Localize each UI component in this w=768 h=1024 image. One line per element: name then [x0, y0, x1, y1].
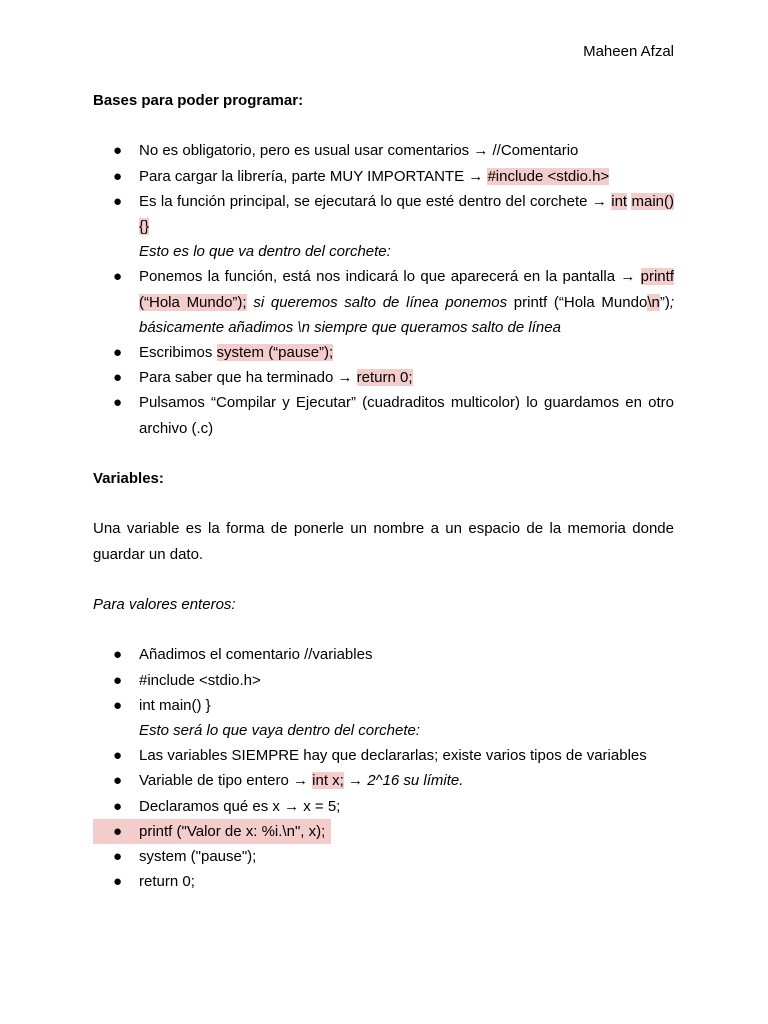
code-highlight: #include <stdio.h>: [487, 167, 610, 185]
bullet-icon: ●: [113, 696, 123, 714]
bullet-icon: ●: [113, 822, 123, 840]
list-item: ● Variable de tipo entero → int x; → 2^16 su límite.: [93, 768, 674, 793]
code-highlight: int: [611, 192, 628, 210]
bullet-icon: ●: [113, 772, 123, 790]
bullet-icon: ●: [113, 268, 123, 286]
list-item: ● Es la función principal, se ejecutará lo que esté dentro del corchete → int main() {}: [93, 189, 674, 239]
list-item: ● No es obligatorio, pero es usual usar comentarios → //Comentario: [93, 138, 674, 163]
list-item: ● Ponemos la función, está nos indicará lo que aparecerá en la pantalla → printf (“Hola Mundo”); si queremos salto de línea ponemos printf (“Hola Mundo\n”); básicamente añadimos \n siempre que queramos salto de línea: [93, 264, 674, 340]
list-item: ● int main() }: [93, 693, 674, 718]
list-item: ● Para saber que ha terminado → return 0;: [93, 365, 674, 390]
list-item: ● Las variables SIEMPRE hay que declararlas; existe varios tipos de variables: [93, 743, 674, 768]
list-item: ● Para cargar la librería, parte MUY IMPORTANTE → #include <stdio.h>: [93, 164, 674, 189]
bullet-icon: ●: [113, 848, 123, 866]
code-highlight: \n: [647, 293, 660, 311]
bullet-icon: ●: [113, 142, 123, 160]
variables-intro: Una variable es la forma de ponerle un nombre a un espacio de la memoria donde guardar un dato.: [93, 520, 674, 563]
code-highlight: printf ("Valor de x: %i.\n", x);: [139, 822, 326, 840]
list-item: ● system ("pause");: [93, 844, 674, 869]
list-item: ● Declaramos qué es x → x = 5;: [93, 794, 674, 819]
section-title-variables: Variables:: [93, 470, 164, 488]
list-note: Esto es lo que va dentro del corchete:: [139, 243, 391, 261]
code-highlight: printf (“Hola Mundo”);: [139, 268, 674, 311]
list-item: ● return 0;: [93, 869, 674, 894]
code-highlight: system (“pause”);: [216, 344, 334, 362]
bullet-icon: ●: [113, 167, 123, 185]
bullet-icon: ●: [113, 873, 123, 891]
bullet-icon: ●: [113, 192, 123, 210]
bullet-icon: ●: [113, 369, 123, 387]
list-item: ● #include <stdio.h>: [93, 668, 674, 693]
bullet-icon: ●: [113, 671, 123, 689]
bullet-icon: ●: [113, 747, 123, 765]
list-note: Esto será lo que vaya dentro del corchete:: [139, 722, 421, 739]
code-highlight: return 0;: [356, 369, 413, 387]
document-body: [93, 88, 674, 894]
list-item: ● Pulsamos “Compilar y Ejecutar” (cuadraditos multicolor) lo guardamos en otro archivo (.c): [93, 390, 674, 440]
section-title-bases: Bases para poder programar:: [93, 92, 304, 109]
bullet-icon: ●: [113, 344, 123, 362]
list-item: ● Escribimos system (“pause”);: [93, 340, 674, 365]
bullet-icon: ●: [113, 646, 123, 664]
bullet-icon: ●: [113, 797, 123, 815]
list-item: [93, 819, 674, 844]
bullet-icon: ●: [113, 394, 123, 412]
author-name: Maheen Afzal: [583, 43, 674, 60]
code-highlight: main() {}: [139, 192, 674, 235]
bases-list: [93, 138, 674, 440]
list-item: ● Añadimos el comentario //variables: [93, 642, 674, 667]
subsection-title: Para valores enteros:: [93, 596, 236, 613]
code-highlight: int x;: [312, 772, 344, 790]
variables-list: [93, 642, 674, 894]
